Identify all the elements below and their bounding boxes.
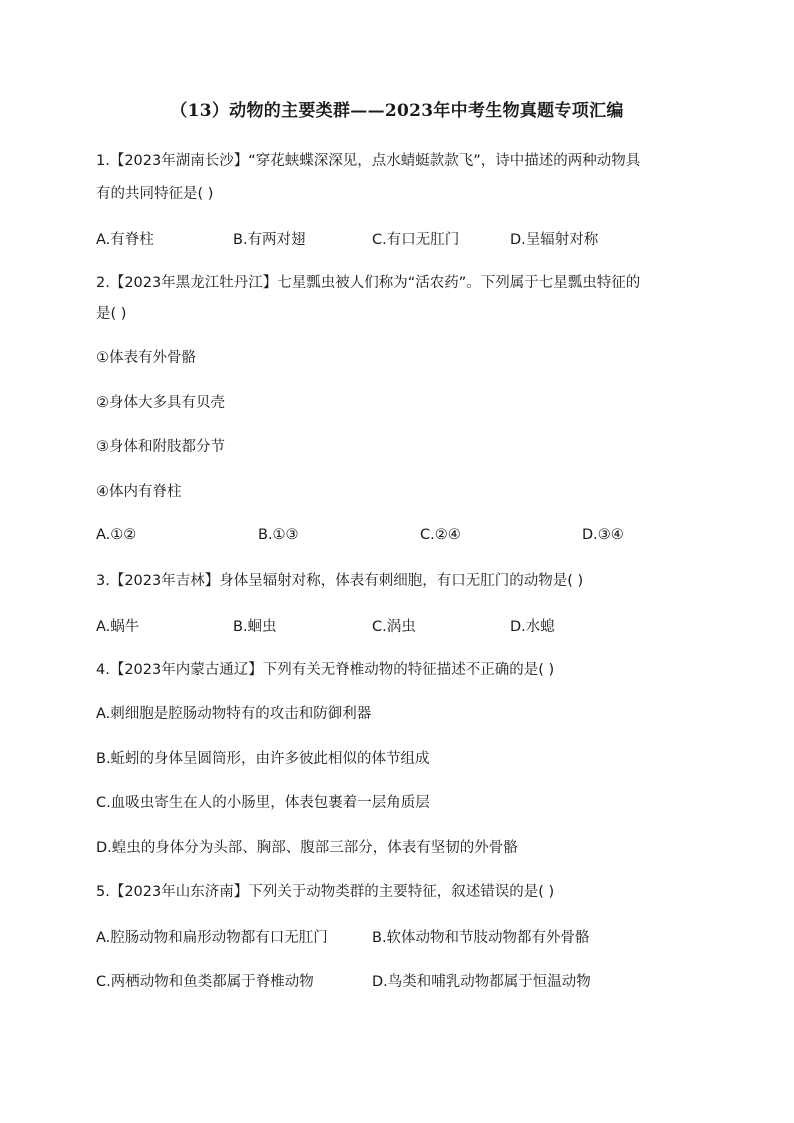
question-2-option-b: B.①③ bbox=[258, 527, 299, 543]
question-1-option-a: A.有脊柱 bbox=[96, 232, 154, 248]
question-5-option-b: B.软体动物和节肢动物都有外骨骼 bbox=[372, 930, 590, 946]
question-1-option-c: C.有口无肛门 bbox=[372, 232, 460, 248]
question-4-option-b: B.蚯蚓的身体呈圆筒形，由许多彼此相似的体节组成 bbox=[96, 751, 430, 767]
question-3-option-d: D.水螅 bbox=[510, 619, 555, 635]
question-3-option-a: A.蜗牛 bbox=[96, 619, 140, 635]
question-5-option-d: D.鸟类和哺乳动物都属于恒温动物 bbox=[372, 974, 591, 990]
question-4-option-c: C.血吸虫寄生在人的小肠里，体表包裹着一层角质层 bbox=[96, 795, 430, 811]
question-2-stem-cont: 是( ) bbox=[96, 306, 127, 322]
question-3-option-b: B.蛔虫 bbox=[233, 619, 277, 635]
question-3-option-c: C.涡虫 bbox=[372, 619, 416, 635]
question-2-statement-3: ③身体和附肢都分节 bbox=[96, 439, 225, 455]
question-1-stem: 1.【2023年湖南长沙】“穿花蛱蝶深深见，点水蜻蜓款款飞”，诗中描述的两种动物具 bbox=[96, 153, 641, 169]
question-2-statement-1: ①体表有外骨骼 bbox=[96, 350, 196, 366]
question-4-option-a: A.刺细胞是腔肠动物特有的攻击和防御利器 bbox=[96, 706, 372, 722]
question-5-option-c: C.两栖动物和鱼类都属于脊椎动物 bbox=[96, 974, 314, 990]
question-2-option-d: D.③④ bbox=[582, 527, 624, 543]
question-2-stem: 2.【2023年黑龙江牡丹江】七星瓢虫被人们称为“活农药”。下列属于七星瓢虫特征的 bbox=[96, 275, 641, 291]
question-3-stem: 3.【2023年吉林】身体呈辐射对称，体表有刺细胞，有口无肛门的动物是( ) bbox=[96, 573, 584, 589]
question-5-stem: 5.【2023年山东济南】下列关于动物类群的主要特征，叙述错误的是( ) bbox=[96, 884, 555, 900]
question-4-option-d: D.蝗虫的身体分为头部、胸部、腹部三部分，体表有坚韧的外骨骼 bbox=[96, 840, 518, 856]
question-2-option-c: C.②④ bbox=[420, 527, 461, 543]
question-1-option-d: D.呈辐射对称 bbox=[510, 232, 599, 248]
page-title: （13）动物的主要类群——2023年中考生物真题专项汇编 bbox=[170, 101, 624, 121]
question-2-statement-4: ④体内有脊柱 bbox=[96, 484, 182, 500]
question-5-option-a: A.腔肠动物和扁形动物都有口无肛门 bbox=[96, 930, 328, 946]
question-1-option-b: B.有两对翅 bbox=[233, 232, 306, 248]
question-1-stem-cont: 有的共同特征是( ) bbox=[96, 186, 214, 202]
question-2-statement-2: ②身体大多具有贝壳 bbox=[96, 395, 225, 411]
question-2-option-a: A.①② bbox=[96, 527, 137, 543]
question-4-stem: 4.【2023年内蒙古通辽】下列有关无脊椎动物的特征描述不正确的是( ) bbox=[96, 662, 555, 678]
